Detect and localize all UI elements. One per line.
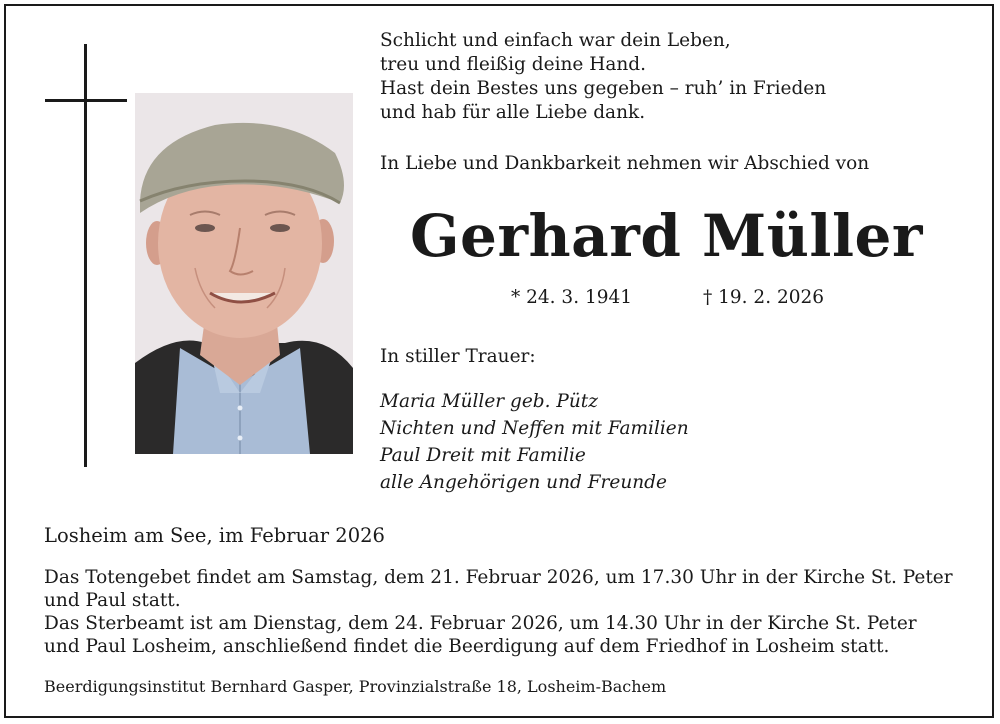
mourner: Nichten und Neffen mit Familien [380,418,689,439]
deceased-name: Gerhard Müller [410,202,923,270]
poem-line: und hab für alle Liebe dank. [380,102,646,123]
birth-date: * 24. 3. 1941 [511,287,633,308]
poem-line: Schlicht und einfach war dein Leben, [380,30,731,51]
place-date: Losheim am See, im Februar 2026 [44,524,385,547]
info-line: und Paul statt. [44,590,181,611]
death-date: † 19. 2. 2026 [703,287,825,308]
mourners-list [380,388,689,496]
poem-line: treu und fleißig deine Hand. [380,54,647,75]
poem [380,29,826,125]
mourner: Maria Müller geb. Pütz [380,391,598,412]
service-info [44,566,953,658]
mourner: alle Angehörigen und Freunde [380,472,667,493]
cross-icon-horizontal [45,99,127,102]
info-line: Das Sterbeamt ist am Dienstag, dem 24. Februar 2026, um 14.30 Uhr in der Kirche St. Peter [44,613,917,634]
info-line: und Paul Losheim, anschließend findet die Beerdigung auf dem Friedhof in Losheim statt. [44,636,890,657]
funeral-home: Beerdigungsinstitut Bernhard Gasper, Provinzialstraße 18, Losheim-Bachem [44,677,667,696]
portrait-photo [135,93,353,454]
mourning-heading: In stiller Trauer: [380,346,536,367]
mourner: Paul Dreit mit Familie [380,445,586,466]
cross-icon-vertical [84,44,87,467]
poem-line: Hast dein Bestes uns gegeben – ruh’ in Frieden [380,78,827,99]
info-line: Das Totengebet findet am Samstag, dem 21. Februar 2026, um 17.30 Uhr in der Kirche St. Peter [44,567,953,588]
farewell-intro: In Liebe und Dankbarkeit nehmen wir Abschied von [380,153,870,174]
